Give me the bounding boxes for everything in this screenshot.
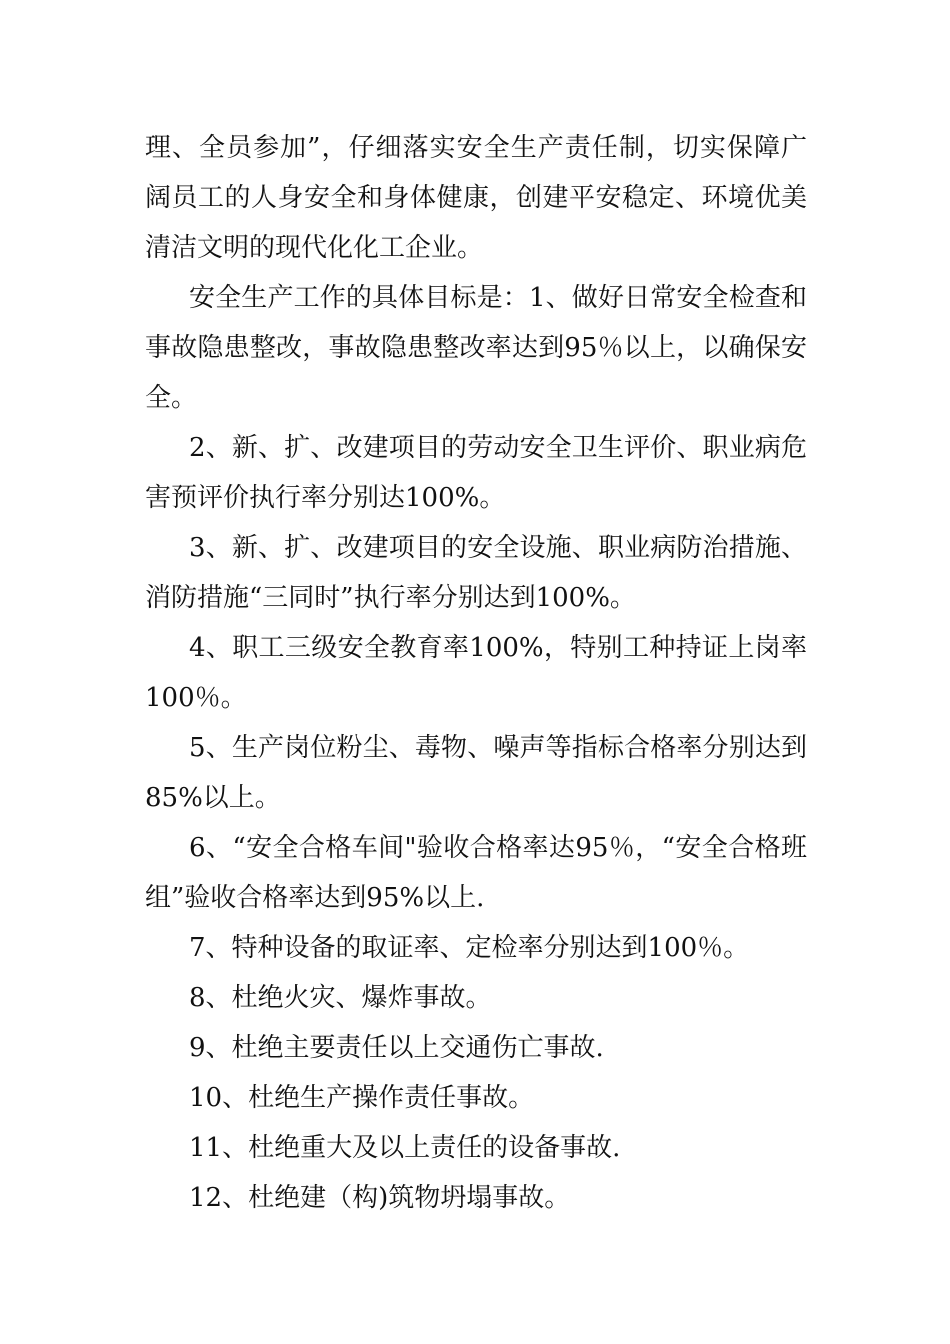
- list-item-6: 6、“安全合格车间"验收合格率达95％，“安全合格班: [189, 833, 807, 863]
- text-line: 85%以上。: [145, 783, 281, 813]
- list-item-9: 9、杜绝主要责任以上交通伤亡事故.: [189, 1033, 604, 1063]
- text-line: 事故隐患整改，事故隐患整改率达到95％以上，以确保安: [145, 333, 807, 363]
- list-item-10: 10、杜绝生产操作责任事故。: [189, 1083, 535, 1113]
- list-item-12: 12、杜绝建（构)筑物坍塌事故。: [189, 1183, 571, 1213]
- text-line: 消防措施“三同时”执行率分别达到100%。: [145, 583, 636, 613]
- list-item-7: 7、特种设备的取证率、定检率分别达到100％。: [189, 933, 750, 963]
- text-line: 害预评价执行率分别达100%。: [145, 483, 506, 513]
- text-line: 理、全员参加”，仔细落实安全生产责任制，切实保障广: [145, 133, 807, 163]
- list-item-11: 11、杜绝重大及以上责任的设备事故.: [189, 1133, 621, 1163]
- list-item-5: 5、生产岗位粉尘、毒物、噪声等指标合格率分别达到: [189, 733, 807, 763]
- text-line: 组”验收合格率达到95%以上.: [145, 883, 485, 913]
- text-line: 阔员工的人身安全和身体健康，创建平安稳定、环境优美: [145, 183, 807, 213]
- list-item-3: 3、新、扩、改建项目的安全设施、职业病防治措施、: [189, 533, 807, 563]
- paragraph-start-line: 安全生产工作的具体目标是：1、做好日常安全检查和: [189, 283, 807, 313]
- list-item-4: 4、职工三级安全教育率100%，特别工种持证上岗率: [189, 633, 807, 663]
- text-line: 100％。: [145, 683, 247, 713]
- text-line: 全。: [145, 383, 198, 413]
- text-line: 清洁文明的现代化化工企业。: [145, 233, 484, 263]
- list-item-2: 2、新、扩、改建项目的劳动安全卫生评价、职业病危: [189, 433, 807, 463]
- list-item-8: 8、杜绝火灾、爆炸事故。: [189, 983, 492, 1013]
